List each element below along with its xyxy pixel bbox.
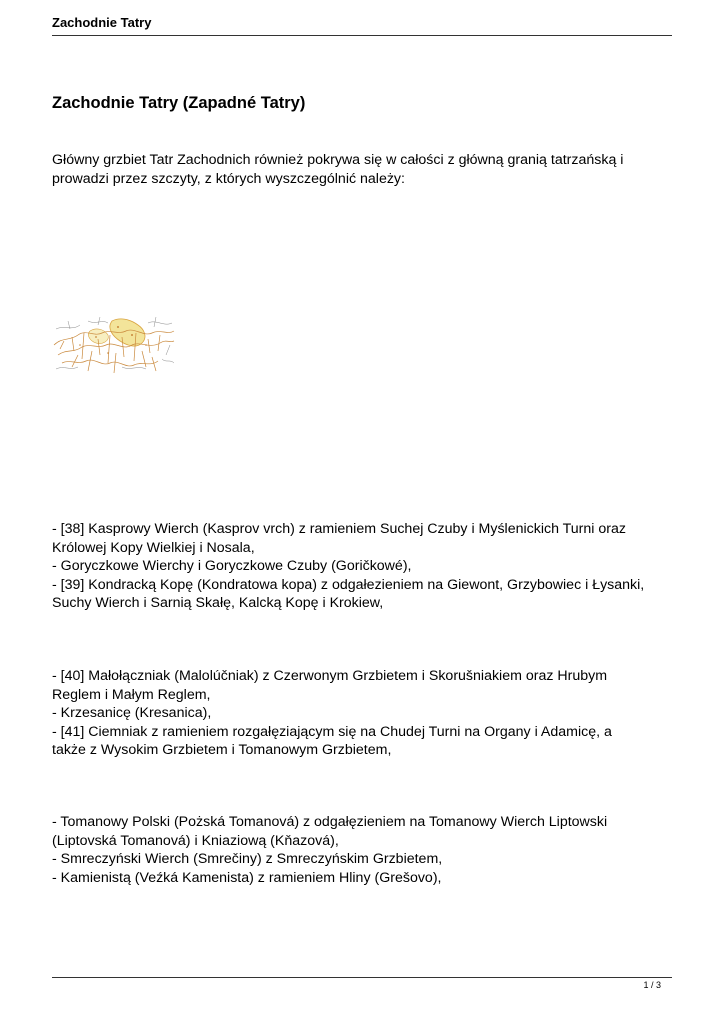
list-item: Królowej Kopy Wielkiej i Nosala, bbox=[52, 539, 255, 556]
list-item: Reglem i Małym Reglem, bbox=[52, 686, 211, 703]
intro-paragraph bbox=[52, 151, 682, 188]
list-item: - [40] Małołączniak (Malolúčniak) z Czerwonym Grzbietem i Skorušniakiem oraz Hrubym bbox=[52, 668, 608, 684]
peak-list-block-2 bbox=[52, 667, 682, 760]
header-divider bbox=[52, 35, 672, 36]
page-number: 1 / 3 bbox=[643, 980, 661, 990]
list-item: - Goryczkowe Wierchy i Goryczkowe Czuby (Goričkowé), bbox=[52, 558, 412, 575]
list-item: - [39] Kondracką Kopę (Kondratowa kopa) z odgałezieniem na Giewont, Grzybowiec i Łysanki, bbox=[52, 576, 645, 593]
list-item: - [41] Ciemniak z ramieniem rozgałęziającym się na Chudej Turni na Organy i Adamicę, a bbox=[52, 723, 612, 740]
list-item: - Krzesanicę (Kresanica), bbox=[52, 705, 212, 722]
intro-line: prowadzi przez szczyty, z których wyszczególnić należy: bbox=[52, 170, 405, 187]
peak-list-block-1 bbox=[52, 520, 682, 613]
list-item: - [38] Kasprowy Wierch (Kasprov vrch) z ramieniem Suchej Czuby i Myślenickich Turni oraz bbox=[52, 521, 626, 537]
list-item: - Tomanowy Polski (Pożská Tomanová) z odgałęzieniem na Tomanowy Wierch Liptowski bbox=[52, 814, 608, 830]
running-header: Zachodnie Tatry bbox=[52, 15, 152, 30]
mountain-map-icon bbox=[52, 315, 176, 375]
list-item: także z Wysokim Grzbietem i Tomanowym Grzbietem, bbox=[52, 742, 392, 759]
list-item: Suchy Wierch i Sarnią Skałę, Kalcką Kopę i Krokiew, bbox=[52, 595, 384, 612]
list-item: (Liptovská Tomanová) i Kniaziową (Kňazová), bbox=[52, 832, 339, 849]
footer-divider bbox=[52, 977, 672, 978]
document-title: Zachodnie Tatry (Zapadné Tatry) bbox=[52, 94, 306, 112]
list-item: - Smreczyński Wierch (Smrečiny) z Smreczyńskim Grzbietem, bbox=[52, 851, 443, 868]
list-item: - Kamienistą (Veźká Kamenista) z ramieniem Hliny (Grešovo), bbox=[52, 869, 442, 886]
peak-list-block-3 bbox=[52, 813, 682, 887]
intro-line: Główny grzbiet Tatr Zachodnich również pokrywa się w całości z główną granią tatrzańską i bbox=[52, 152, 624, 168]
